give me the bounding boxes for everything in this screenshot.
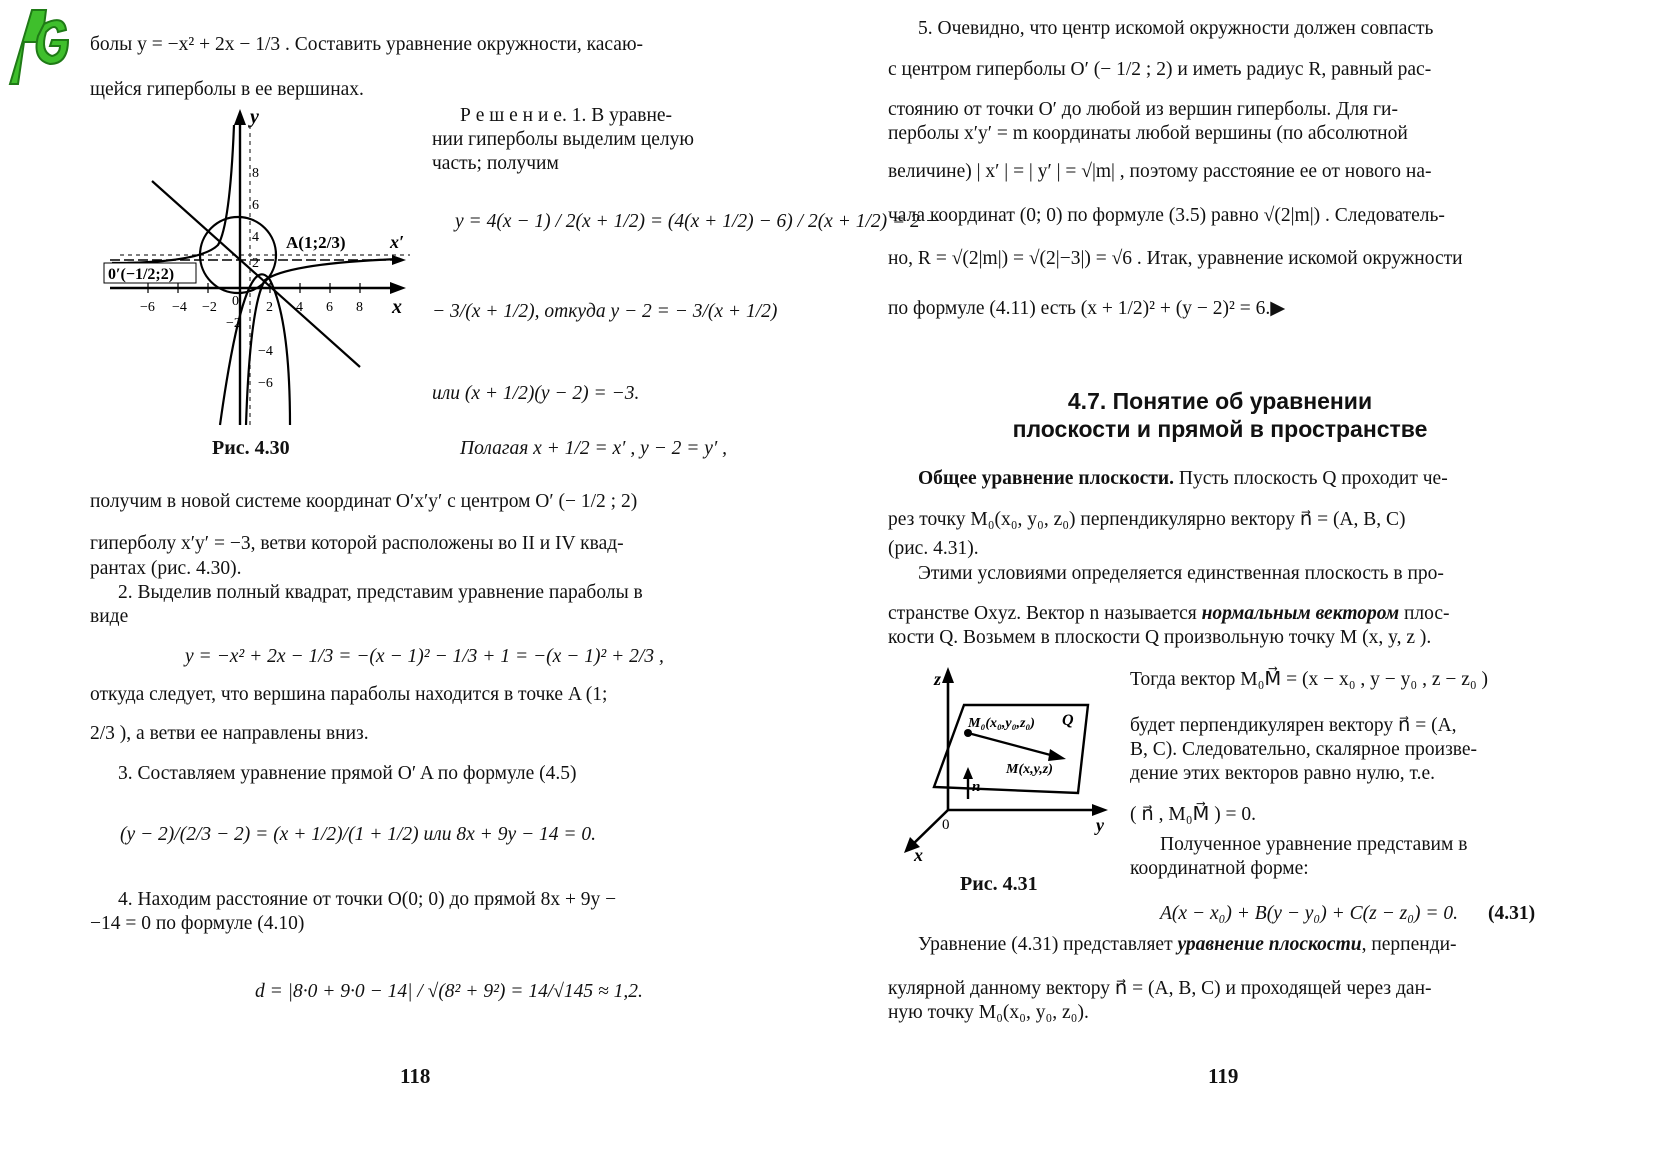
fig-4-30-caption: Рис. 4.30 <box>212 437 290 459</box>
equation-5: (y − 2)/(2/3 − 2) = (x + 1/2)/(1 + 1/2) или 8x + 9y − 14 = 0. <box>120 824 597 845</box>
right-line-24: ную точку M₀(x₀, y₀, z₀). <box>888 1002 1089 1023</box>
right-line-9-text: Пусть плоскость Q проходит че- <box>1174 468 1448 489</box>
left-paragraph-2: гиперболу x′y′ = −3, ветви которой расположены во II и IV квад- <box>90 533 624 554</box>
equation-1: y = 4(x − 1) / 2(x + 1/2) = (4(x + 1/2) − 6) / 2(x + 1/2) = 2 − <box>455 211 938 232</box>
right-line-21: координатной форме: <box>1130 858 1309 879</box>
left-paragraph-7: 2/3 ), а ветви ее направлены вниз. <box>90 723 369 744</box>
right-line-14: кости Q. Возьмем в плоскости Q произвольную точку M (x, y, z ). <box>888 627 1432 648</box>
right-line-20: Полученное уравнение представим в <box>1160 834 1468 855</box>
parabola <box>220 274 290 425</box>
label-m: M(x,y,z) <box>1006 762 1053 777</box>
right-line-17: B, C). Следовательно, скалярное произве- <box>1130 739 1478 760</box>
vector-m0m <box>968 733 1058 757</box>
label-oprime: 0′(−1/2;2) <box>108 266 175 283</box>
right-line-12: Этими условиями определяется единственная плоскость в про- <box>918 563 1444 584</box>
right-line-13 <box>888 602 1450 626</box>
left-paragraph-9: 4. Находим расстояние от точки O(0; 0) до прямой 8x + 9y − <box>118 889 617 910</box>
right-line-8: по формуле (4.11) есть (x + 1/2)² + (y − 2)² = 6.▶ <box>888 298 1286 319</box>
label-m0: M₀(x₀,y₀,z₀) <box>968 716 1035 731</box>
page-number-left: 118 <box>400 1064 431 1088</box>
normal-vector-term: нормальным вектором <box>1201 603 1400 624</box>
right-page <box>830 0 1662 1161</box>
right-line-9 <box>918 467 1448 491</box>
tick-y-8: 8 <box>252 166 259 181</box>
left-paragraph-8: 3. Составляем уравнение прямой O′ A по формуле (4.5) <box>118 763 577 784</box>
hyperbola-branch-iv <box>246 259 400 425</box>
label-x3d: x <box>914 845 923 865</box>
solution-line-3: часть; получим <box>432 153 559 174</box>
tick-x-0: 0 <box>232 294 239 309</box>
fig-4-31-caption: Рис. 4.31 <box>960 873 1038 895</box>
tick-x-m4: −4 <box>172 300 187 315</box>
substitution-line: Полагая x + 1/2 = x′ , y − 2 = y′ , <box>460 438 727 459</box>
equation-4: y = −x² + 2x − 1/3 = −(x − 1)² − 1/3 + 1 = −(x − 1)² + 2/3 , <box>185 646 664 667</box>
section-heading-1: 4.7. Понятие об уравнении <box>1067 388 1373 414</box>
right-line-1: 5. Очевидно, что центр искомой окружности должен совпасть <box>918 18 1434 39</box>
tick-x-4: 4 <box>296 300 303 315</box>
left-paragraph-5: виде <box>90 606 129 627</box>
left-paragraph-1: получим в новой системе координат O′x′y′ с центром O′ (− 1/2 ; 2) <box>90 491 638 512</box>
bold-term: Общее уравнение плоскости. <box>918 468 1174 489</box>
left-line-2: щейся гиперболы в ее вершинах. <box>90 79 364 100</box>
right-line-13a: странстве Oxyz. Вектор n называется <box>888 603 1202 624</box>
tick-x-m6: −6 <box>140 300 155 315</box>
section-heading-2: плоскости и прямой в пространстве <box>1012 416 1428 442</box>
right-line-13b: плос- <box>1399 603 1450 624</box>
equation-3: или (x + 1/2)(y − 2) = −3. <box>432 383 640 404</box>
plane-equation-term: уравнение плоскости <box>1177 934 1362 955</box>
right-line-3: стоянию от точки O′ до любой из вершин гиперболы. Для ги- <box>888 99 1398 120</box>
solution-line-1: Р е ш е н и е. 1. В уравне- <box>460 105 673 126</box>
tick-y-m4: −4 <box>258 344 273 359</box>
equation-2: − 3/(x + 1/2), откуда y − 2 = − 3/(x + 1/2) <box>432 301 778 322</box>
right-line-2: с центром гиперболы O′ (− 1/2 ; 2) и иметь радиус R, равный рас- <box>888 59 1432 80</box>
figure-4-31 <box>900 665 1120 865</box>
label-q: Q <box>1062 712 1074 729</box>
tick-y-m6: −6 <box>258 376 273 391</box>
label-origin: 0 <box>942 817 950 833</box>
tick-x-6: 6 <box>326 300 333 315</box>
right-line-22 <box>918 933 1457 957</box>
tick-x-m2: −2 <box>202 300 217 315</box>
left-paragraph-10: −14 = 0 по формуле (4.10) <box>90 913 305 934</box>
label-z: z <box>934 669 942 689</box>
left-paragraph-6: откуда следует, что вершина параболы находится в точке A (1; <box>90 684 608 705</box>
right-line-15: Тогда вектор M₀M⃗ = (x − x₀ , y − y₀ , z − z₀ ) <box>1130 669 1489 690</box>
right-line-23: кулярной данному вектору n⃗ = (A, B, C) и проходящей через дан- <box>888 978 1432 999</box>
label-n: n⃗ <box>972 779 993 795</box>
label-y: y <box>250 106 259 128</box>
equation-4-31: A(x − x₀) + B(y − y₀) + C(z − z₀) = 0. <box>1160 903 1459 924</box>
solution-line-2: нии гиперболы выделим целую <box>432 129 694 150</box>
figure-4-30 <box>100 105 420 435</box>
page-number-right: 119 <box>1208 1064 1239 1088</box>
right-line-19: ( n⃗ , M₀M⃗ ) = 0. <box>1130 804 1257 825</box>
left-line-1: болы y = −x² + 2x − 1/3 . Составить уравнение окружности, касаю- <box>90 34 644 55</box>
right-line-11: (рис. 4.31). <box>888 538 979 559</box>
tick-y-2: 2 <box>252 256 259 271</box>
hyperbola-branch-ii <box>112 125 234 263</box>
right-line-22a: Уравнение (4.31) представляет <box>918 934 1178 955</box>
right-line-22b: , перпенди- <box>1361 934 1457 955</box>
left-paragraph-4: 2. Выделив полный квадрат, представим уравнение параболы в <box>118 582 643 603</box>
right-line-10: рез точку M₀(x₀, y₀, z₀) перпендикулярно вектору n⃗ = (A, B, C) <box>888 509 1406 530</box>
right-line-7: но, R = √(2|m|) = √(2|−3|) = √6 . Итак, уравнение искомой окружности <box>888 248 1463 269</box>
label-xprime: x′ <box>390 232 405 252</box>
right-line-6: чала координат (0; 0) по формуле (3.5) равно √(2|m|) . Следователь- <box>888 205 1445 226</box>
equation-number-4-31: (4.31) <box>1488 903 1536 924</box>
right-line-18: дение этих векторов равно нулю, т.е. <box>1130 763 1436 784</box>
tick-y-6: 6 <box>252 198 259 213</box>
left-paragraph-3: рантах (рис. 4.30). <box>90 558 242 579</box>
right-line-5: величине) | x′ | = | y′ | = √|m| , поэтому расстояние ее от нового на- <box>888 161 1432 182</box>
equation-6: d = |8·0 + 9·0 − 14| / √(8² + 9²) = 14/√145 ≈ 1,2. <box>255 981 643 1002</box>
label-y3d: y <box>1096 815 1104 835</box>
tick-x-8: 8 <box>356 300 363 315</box>
tick-x-2: 2 <box>266 300 273 315</box>
tick-y-m2: −2 <box>226 316 241 331</box>
right-line-4: перболы x′y′ = m координаты любой вершины (по абсолютной <box>888 123 1408 144</box>
tick-y-4: 4 <box>252 230 259 245</box>
right-line-16: будет перпендикулярен вектору n⃗ = (A, <box>1130 715 1457 736</box>
label-x: x <box>392 296 402 318</box>
label-a: A(1;2/3) <box>286 233 346 252</box>
